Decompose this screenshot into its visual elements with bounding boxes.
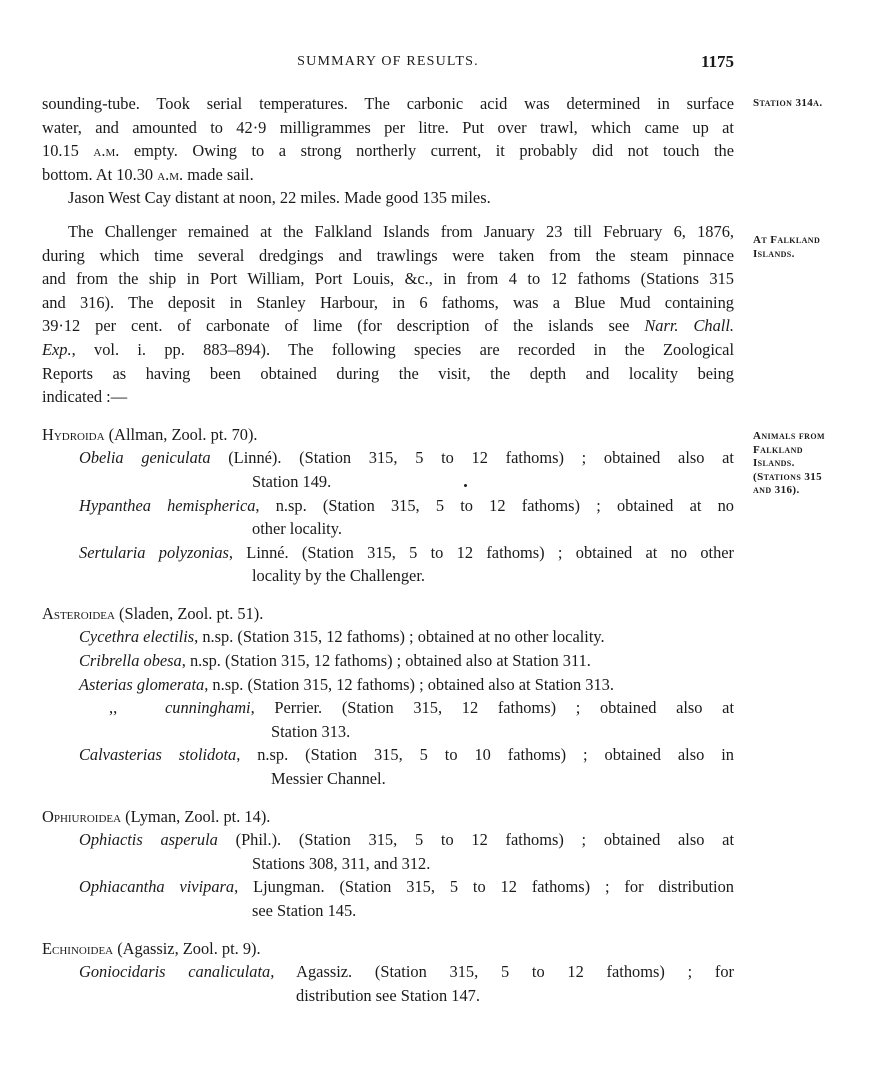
- group-heading: [42, 602, 734, 626]
- citation: Narr. Chall.: [644, 316, 734, 336]
- text-span: 39·12 per cent. of carbonate of lime (for description of the islands see: [42, 316, 645, 336]
- text-line: water, and amounted to 42·9 milligrammes per litre. Put over trawl, which came up at: [42, 117, 734, 137]
- species-details: , Ljungman. (Station 315, 5 to 12 fathoms) ; for distribution: [234, 877, 734, 897]
- group-heading: [42, 805, 734, 829]
- group-name: Echinoidea: [42, 938, 114, 958]
- species-continuation: distribution see Station 147.: [296, 985, 480, 1005]
- text-span: , vol. i. pp. 883–894). The following species are recorded in the Zoological: [71, 339, 734, 359]
- page-number: 1175: [700, 52, 734, 71]
- species-entry: [42, 673, 734, 697]
- species-entry: [42, 743, 734, 767]
- text-line: [42, 338, 734, 362]
- species-name: Asterias glomerata: [79, 674, 205, 694]
- section-ophiuroidea: [42, 805, 734, 923]
- text-line: Jason West Cay distant at noon, 22 miles. Made good 135 miles.: [68, 188, 491, 208]
- margin-note-station: [753, 97, 853, 111]
- species-name: Obelia geniculata: [79, 448, 211, 468]
- margin-note-animals-line: (Stations 315: [753, 470, 823, 483]
- group-reference: (Agassiz, Zool. pt. 9).: [113, 938, 261, 958]
- species-name: Goniocidaris canaliculata,: [79, 962, 275, 982]
- species-continuation: Station 313.: [271, 721, 351, 741]
- page-header: [42, 52, 734, 76]
- margin-note-station-text: Station 314a.: [753, 97, 823, 109]
- section-hydroida: [42, 423, 734, 588]
- species-details: (Phil.). (Station 315, 5 to 12 fathoms) ; obtained also at: [217, 830, 735, 850]
- text-span: bottom. At 10.30: [42, 164, 158, 184]
- species-continuation: other locality.: [252, 519, 342, 539]
- species-continuation: Messier Channel.: [271, 769, 386, 789]
- species-details: , Perrier. (Station 315, 12 fathoms) ; obtained also at: [250, 698, 734, 718]
- text-line: [42, 139, 734, 163]
- species-continuation: Station 149.: [252, 471, 332, 491]
- margin-note-animals-line: and 316).: [753, 484, 800, 496]
- group-heading: [42, 423, 734, 447]
- species-entry: [42, 494, 734, 518]
- text-line: [42, 163, 734, 187]
- species-entry: [42, 696, 734, 720]
- margin-note-animals-line: Animals from: [753, 430, 825, 442]
- ditto-mark: ,,: [109, 698, 118, 718]
- text-line: during which time several dredgings and trawlings were taken from the steam pinnace: [42, 245, 734, 265]
- group-name: Ophiuroidea: [42, 806, 122, 826]
- species-entry: [42, 541, 734, 565]
- margin-note-animals: [753, 430, 853, 498]
- margin-note-animals-line: Islands.: [753, 457, 795, 469]
- species-entry: [42, 960, 734, 984]
- text-line: [42, 314, 734, 338]
- species-name: Cribrella obesa: [79, 651, 182, 671]
- species-name: Sertularia polyzonias: [79, 542, 229, 562]
- text-line: sounding-tube. Took serial temperatures. The carbonic acid was determined in surface: [42, 94, 734, 113]
- species-continuation: see Station 145.: [252, 901, 357, 920]
- time-abbrev: a.m.: [93, 141, 120, 161]
- species-details: , n.sp. (Station 315, 5 to 10 fathoms) ; obtained also in: [236, 745, 734, 765]
- species-details: (Linné). (Station 315, 5 to 12 fathoms) ; obtained also at: [210, 448, 734, 468]
- paragraph-falkland: [42, 220, 734, 409]
- species-entry: [42, 649, 734, 673]
- species-name: Ophiacantha vivipara: [79, 877, 235, 897]
- species-continuation: locality by the Challenger.: [252, 566, 425, 586]
- running-title: SUMMARY OF RESULTS.: [297, 54, 479, 69]
- species-name: Hypanthea hemispherica: [79, 495, 256, 515]
- species-details: , n.sp. (Station 315, 5 to 12 fathoms) ; obtained at no: [255, 495, 734, 515]
- species-entry: [42, 625, 734, 649]
- margin-note-falkland-line: At Falkland: [753, 234, 821, 246]
- citation: Exp.: [42, 339, 72, 359]
- species-entry: [42, 828, 734, 852]
- species-name: Ophiactis asperula: [79, 830, 218, 850]
- text-line: The Challenger remained at the Falkland Islands from January 23 till February 6, 1876,: [68, 221, 734, 241]
- species-details: Agassiz. (Station 315, 5 to 12 fathoms) ; for: [274, 962, 734, 982]
- group-name: Asteroidea: [42, 603, 115, 623]
- group-name: Hydroida: [42, 424, 105, 444]
- text-span: 10.15: [42, 141, 94, 161]
- species-name: cunninghami: [165, 698, 251, 718]
- main-text: [42, 92, 734, 1007]
- species-details: , n.sp. (Station 315, 12 fathoms) ; obtained also at Station 311.: [181, 651, 591, 671]
- margin-note-falkland-line: Islands.: [753, 247, 795, 260]
- species-entry: [42, 446, 734, 470]
- section-echinoidea: [42, 937, 734, 1008]
- margin-note-falkland: [753, 234, 853, 261]
- text-span: made sail.: [183, 164, 254, 184]
- species-details: , n.sp. (Station 315, 12 fathoms) ; obtained also at Station 313.: [204, 674, 614, 694]
- species-details: , Linné. (Station 315, 5 to 12 fathoms) ; obtained at no other: [228, 542, 735, 562]
- species-details: , n.sp. (Station 315, 12 fathoms) ; obtained at no other locality.: [194, 627, 605, 647]
- text-span: empty. Owing to a strong northerly current, it probably did not touch the: [119, 141, 734, 161]
- margin-note-animals-line: Falkland: [753, 443, 803, 456]
- text-line: and from the ship in Port William, Port Louis, &c., in from 4 to 12 fathoms (Stations 315: [42, 269, 734, 289]
- text-line: Reports as having been obtained during the visit, the depth and locality being: [42, 363, 734, 383]
- text-line: indicated :—: [42, 387, 128, 407]
- species-name: Cycethra electilis: [79, 627, 195, 647]
- species-entry: [42, 875, 734, 899]
- section-asteroidea: [42, 602, 734, 791]
- group-reference: (Allman, Zool. pt. 70).: [104, 424, 258, 444]
- paragraph-station-314a: [42, 92, 734, 210]
- group-heading: [42, 937, 734, 961]
- group-reference: (Lyman, Zool. pt. 14).: [121, 806, 271, 826]
- species-name: Calvasterias stolidota: [79, 745, 237, 765]
- text-line: and 316). The deposit in Stanley Harbour, in 6 fathoms, was a Blue Mud containing: [42, 292, 734, 312]
- time-abbrev: a.m.: [157, 164, 184, 184]
- group-reference: (Sladen, Zool. pt. 51).: [114, 603, 264, 623]
- species-continuation: Stations 308, 311, and 312.: [252, 853, 431, 873]
